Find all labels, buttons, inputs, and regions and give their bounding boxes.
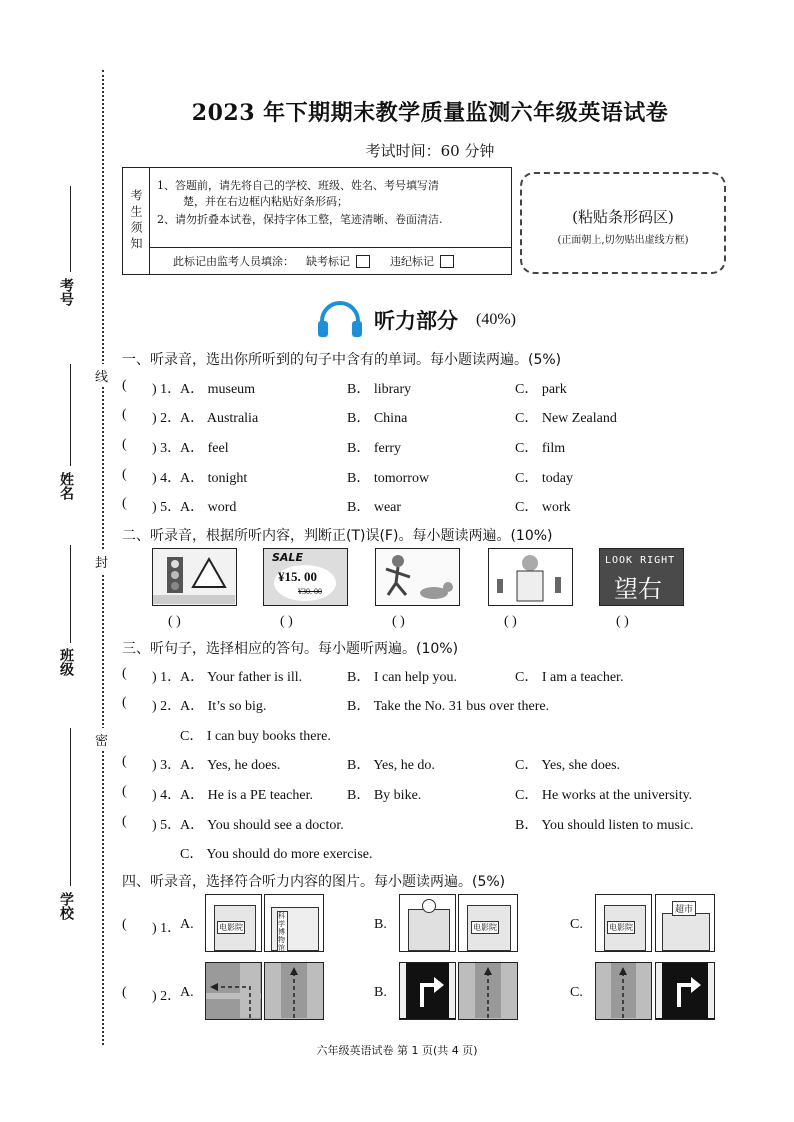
- price-text: ¥15. 00: [278, 569, 317, 584]
- violation-label: 违纪标记: [390, 255, 434, 268]
- s2-answer-2[interactable]: ( ): [280, 614, 293, 629]
- s1-q1-b: B． library: [347, 382, 412, 397]
- hospital-picture: [399, 894, 456, 952]
- s3-q3-b: B． Yes, he do.: [347, 758, 435, 773]
- s1-q5-num: ) 5．: [152, 500, 182, 515]
- s1-q3-c: C． film: [515, 441, 566, 456]
- school-label: 学校: [58, 892, 74, 920]
- s3-q3-num: ) 3．: [152, 758, 182, 773]
- notice-label: 考生须知: [129, 189, 143, 253]
- notice-line-2: 2、请勿折叠本试卷，保持字体工整，笔迹清晰、卷面清洁.: [157, 213, 443, 226]
- s1-q4-c: C． today: [515, 471, 573, 486]
- sale-tag-picture: [263, 548, 348, 606]
- scientist-picture: [488, 548, 573, 606]
- answer-blank[interactable]: (: [122, 496, 127, 511]
- s3-q2-b: B． Take the No. 31 bus over there.: [347, 699, 550, 714]
- sale-text: SALE: [272, 551, 303, 564]
- absent-checkbox[interactable]: [356, 255, 370, 268]
- notice-body: [149, 168, 511, 248]
- s1-q3-a: A． feel: [180, 441, 229, 456]
- answer-blank[interactable]: (: [122, 666, 127, 681]
- listening-percent: (40%): [476, 311, 516, 328]
- old-price-text: ¥30. 00: [298, 587, 322, 596]
- s3-q1-num: ) 1．: [152, 670, 182, 685]
- exam-number-label: 考号: [58, 278, 74, 306]
- absent-label: 缺考标记: [306, 255, 350, 268]
- s3-q1-a: A． Your father is ill.: [180, 670, 303, 685]
- school-line: [70, 728, 71, 886]
- binding-char-feng: 封: [95, 550, 108, 573]
- section3-heading: 三、听句子，选择相应的答句。每小题听两遍。(10%): [122, 641, 459, 657]
- proctor-label: 此标记由监考人员填涂：: [173, 255, 294, 268]
- go-straight-road-picture-b: [458, 962, 518, 1020]
- s1-q1-c: C． park: [515, 382, 567, 397]
- s4-q2-c: C.: [570, 985, 583, 1000]
- s1-q2-c: C． New Zealand: [515, 411, 617, 426]
- s1-q5-c: C． work: [515, 500, 571, 515]
- answer-blank[interactable]: (: [122, 378, 127, 393]
- s1-q1-a: A． museum: [180, 382, 256, 397]
- s3-q5-a: A． You should see a doctor.: [180, 818, 344, 833]
- cinema-sign: 电影院: [219, 923, 243, 932]
- go-straight-road-picture-c: [595, 962, 652, 1020]
- barcode-title: (粘贴条形码区): [572, 208, 674, 226]
- class-line: [70, 545, 71, 643]
- s1-q3-b: B． ferry: [347, 441, 402, 456]
- binding-char-mi: 密: [95, 728, 108, 751]
- s1-q4-b: B． tomorrow: [347, 471, 430, 486]
- page-footer: 六年级英语试卷 第 1 页(共 4 页): [316, 1044, 478, 1057]
- proctor-marks: [149, 248, 511, 274]
- binding-char-xian: 线: [95, 364, 108, 387]
- s2-answer-1[interactable]: ( ): [168, 614, 181, 629]
- exam-number-line: [70, 186, 71, 272]
- class-label: 班级: [58, 648, 74, 676]
- page-title: 2023 年下期期末教学质量监测六年级英语试卷: [191, 100, 669, 126]
- cinema-picture-b: [458, 894, 518, 952]
- s3-q5-c: C． You should do more exercise.: [180, 847, 373, 862]
- notice-label-cell: [123, 168, 150, 274]
- s2-answer-4[interactable]: ( ): [504, 614, 517, 629]
- name-line: [70, 364, 71, 466]
- answer-blank[interactable]: (: [122, 407, 127, 422]
- turn-right-sign-picture-c: [655, 962, 715, 1020]
- answer-blank[interactable]: (: [122, 784, 127, 799]
- s2-answer-3[interactable]: ( ): [392, 614, 405, 629]
- cinema-picture-a: [205, 894, 262, 952]
- s4-q2-num: ) 2．: [152, 989, 182, 1004]
- s3-q2-num: ) 2．: [152, 699, 182, 714]
- candidate-notice-box: [122, 167, 512, 275]
- s1-q2-a: A． Australia: [180, 411, 259, 426]
- s3-q5-num: ) 5．: [152, 818, 182, 833]
- traffic-light-picture: [152, 548, 237, 606]
- science-museum-picture: [264, 894, 324, 952]
- section1-heading: 一、听录音，选出你所听到的句子中含有的单词。每小题读两遍。(5%): [122, 352, 562, 368]
- notice-line-1b: 楚，并在右边框内粘贴好条形码；: [183, 195, 348, 208]
- cinema-picture-c: [595, 894, 652, 952]
- s1-q4-a: A． tonight: [180, 471, 248, 486]
- s1-q1-num: ) 1．: [152, 382, 182, 397]
- s1-q2-num: ) 2．: [152, 411, 182, 426]
- s4-q1-b: B.: [374, 917, 387, 932]
- listening-section-header: [316, 300, 516, 340]
- look-right-picture: [599, 548, 684, 606]
- notice-line-1: 1、答题前，请先将自己的学校、班级、姓名、考号填写清: [157, 179, 439, 192]
- cinema-sign-c: 电影院: [609, 923, 633, 932]
- s4-q1-c: C.: [570, 917, 583, 932]
- s4-q2-a: A.: [180, 985, 194, 1000]
- cinema-sign-b: 电影院: [473, 923, 497, 932]
- s3-q1-c: C． I am a teacher.: [515, 670, 624, 685]
- section4-heading: 四、听录音，选择符合听力内容的图片。每小题读两遍。(5%): [122, 874, 506, 890]
- s3-q4-b: B． By bike.: [347, 788, 422, 803]
- s1-q5-b: B． wear: [347, 500, 402, 515]
- look-right-text: LOOK RIGHT: [605, 555, 676, 566]
- s3-q3-c: C． Yes, she does.: [515, 758, 621, 773]
- barcode-note: (正面朝上,切勿贴出虚线方框): [557, 235, 689, 246]
- s3-q4-num: ) 4．: [152, 788, 182, 803]
- science-museum-sign: 科学博物馆: [277, 911, 288, 952]
- s4-q1-num: ) 1．: [152, 921, 182, 936]
- answer-blank[interactable]: (: [122, 437, 127, 452]
- answer-blank[interactable]: (: [122, 695, 127, 710]
- section2-heading: 二、听录音，根据所听内容，判断正(T)误(F)。每小题读两遍。(10%): [122, 528, 553, 544]
- answer-blank[interactable]: (: [122, 985, 127, 1000]
- exam-time: 考试时间：60 分钟: [365, 142, 495, 160]
- go-straight-road-picture-a: [264, 962, 324, 1020]
- s1-q4-num: ) 4．: [152, 471, 182, 486]
- s3-q2-a: A． It’s so big.: [180, 699, 267, 714]
- listening-title: 听力部分: [374, 309, 458, 333]
- s4-q1-a: A.: [180, 917, 194, 932]
- headphones-icon: [316, 301, 364, 339]
- answer-blank[interactable]: (: [122, 467, 127, 482]
- supermarket-picture: [655, 894, 715, 952]
- supermarket-sign: 超市: [672, 901, 696, 916]
- s1-q3-num: ) 3．: [152, 441, 182, 456]
- s1-q5-a: A． word: [180, 500, 237, 515]
- name-label: 姓名: [58, 472, 74, 500]
- barcode-area: [520, 172, 726, 274]
- answer-blank[interactable]: (: [122, 917, 127, 932]
- s3-q1-b: B． I can help you.: [347, 670, 458, 685]
- answer-blank[interactable]: (: [122, 754, 127, 769]
- s3-q3-a: A． Yes, he does.: [180, 758, 281, 773]
- s3-q5-b: B． You should listen to music.: [515, 818, 694, 833]
- turn-left-road-picture: [205, 962, 262, 1020]
- wang-you-text: 望右: [614, 575, 662, 603]
- boy-running-dog-picture: [375, 548, 460, 606]
- violation-checkbox[interactable]: [440, 255, 454, 268]
- s3-q4-c: C． He works at the university.: [515, 788, 693, 803]
- s3-q4-a: A． He is a PE teacher.: [180, 788, 313, 803]
- turn-right-sign-picture-b: [399, 962, 456, 1020]
- s4-q2-b: B.: [374, 985, 387, 1000]
- answer-blank[interactable]: (: [122, 814, 127, 829]
- s3-q2-c: C． I can buy books there.: [180, 729, 331, 744]
- s2-answer-5[interactable]: ( ): [616, 614, 629, 629]
- s1-q2-b: B． China: [347, 411, 408, 426]
